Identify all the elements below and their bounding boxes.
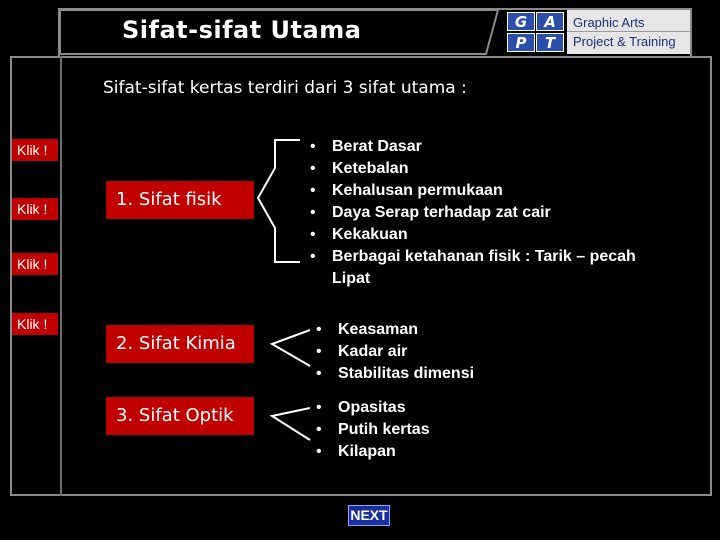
- category-sifat-fisik: 1. Sifat fisik: [106, 181, 254, 219]
- klik-button-3[interactable]: Klik !: [12, 253, 58, 275]
- list-item-text: Keasaman: [338, 321, 419, 338]
- list-item: [310, 180, 636, 202]
- logo-letter-t: T: [536, 33, 564, 52]
- list-item-text: Berbagai ketahanan fisik : Tarik – pecah: [332, 248, 636, 265]
- list-item: [316, 397, 430, 419]
- list-item-text: Kadar air: [338, 343, 408, 360]
- list-item: [310, 246, 636, 268]
- bullet-icon: •: [316, 443, 322, 460]
- list-item: [316, 419, 430, 441]
- list-item-text: Lipat: [332, 270, 371, 287]
- bullet-icon: •: [316, 343, 322, 360]
- list-item: [316, 319, 474, 341]
- list-item: [316, 341, 474, 363]
- list-sifat-kimia: [316, 319, 474, 385]
- bracket-fisik: [258, 140, 300, 262]
- category-sifat-optik: 3. Sifat Optik: [106, 397, 254, 435]
- bullet-icon: •: [316, 321, 322, 338]
- list-item-continuation: [310, 268, 636, 290]
- bracket-kimia: [272, 330, 310, 366]
- bullet-icon: •: [310, 204, 316, 221]
- list-item-text: Kekakuan: [332, 226, 408, 243]
- logo-letter-g: G: [507, 12, 535, 31]
- list-item-text: Ketebalan: [332, 160, 409, 177]
- logo-letter-a: A: [536, 12, 564, 31]
- list-item-text: Daya Serap terhadap zat cair: [332, 204, 551, 221]
- bullet-icon: •: [316, 399, 322, 416]
- list-item-text: Kehalusan permukaan: [332, 182, 503, 199]
- logo-line-1: Graphic Arts: [573, 15, 645, 30]
- klik-button-1[interactable]: Klik !: [12, 139, 58, 161]
- bullet-icon: •: [316, 365, 322, 382]
- list-item-text: Putih kertas: [338, 421, 430, 438]
- category-sifat-kimia: 2. Sifat Kimia: [106, 325, 254, 363]
- list-item-text: Kilapan: [338, 443, 396, 460]
- list-item-text: Stabilitas dimensi: [338, 365, 475, 382]
- list-item: [310, 136, 636, 158]
- list-item: [310, 224, 636, 246]
- list-sifat-fisik: [310, 136, 636, 290]
- klik-button-4[interactable]: Klik !: [12, 313, 58, 335]
- bullet-icon: •: [310, 138, 316, 155]
- list-item: [316, 363, 474, 385]
- list-sifat-optik: [316, 397, 430, 463]
- list-item: [310, 158, 636, 180]
- intro-text: Sifat-sifat kertas terdiri dari 3 sifat utama :: [103, 78, 467, 98]
- bullet-icon: •: [316, 421, 322, 438]
- bullet-icon: •: [310, 226, 316, 243]
- bracket-optik: [272, 408, 310, 440]
- logo-letter-p: P: [507, 33, 535, 52]
- bullet-icon: •: [310, 160, 316, 177]
- list-item: [316, 441, 430, 463]
- list-item-text: Berat Dasar: [332, 138, 422, 155]
- next-button[interactable]: NEXT: [348, 505, 390, 526]
- list-item: [310, 202, 636, 224]
- bullet-icon: •: [310, 248, 316, 265]
- list-item-text: Opasitas: [338, 399, 406, 416]
- klik-button-2[interactable]: Klik !: [12, 198, 58, 220]
- bullet-icon: •: [310, 182, 316, 199]
- logo-line-2: Project & Training: [573, 34, 676, 49]
- page-title: Sifat-sifat Utama: [122, 16, 362, 44]
